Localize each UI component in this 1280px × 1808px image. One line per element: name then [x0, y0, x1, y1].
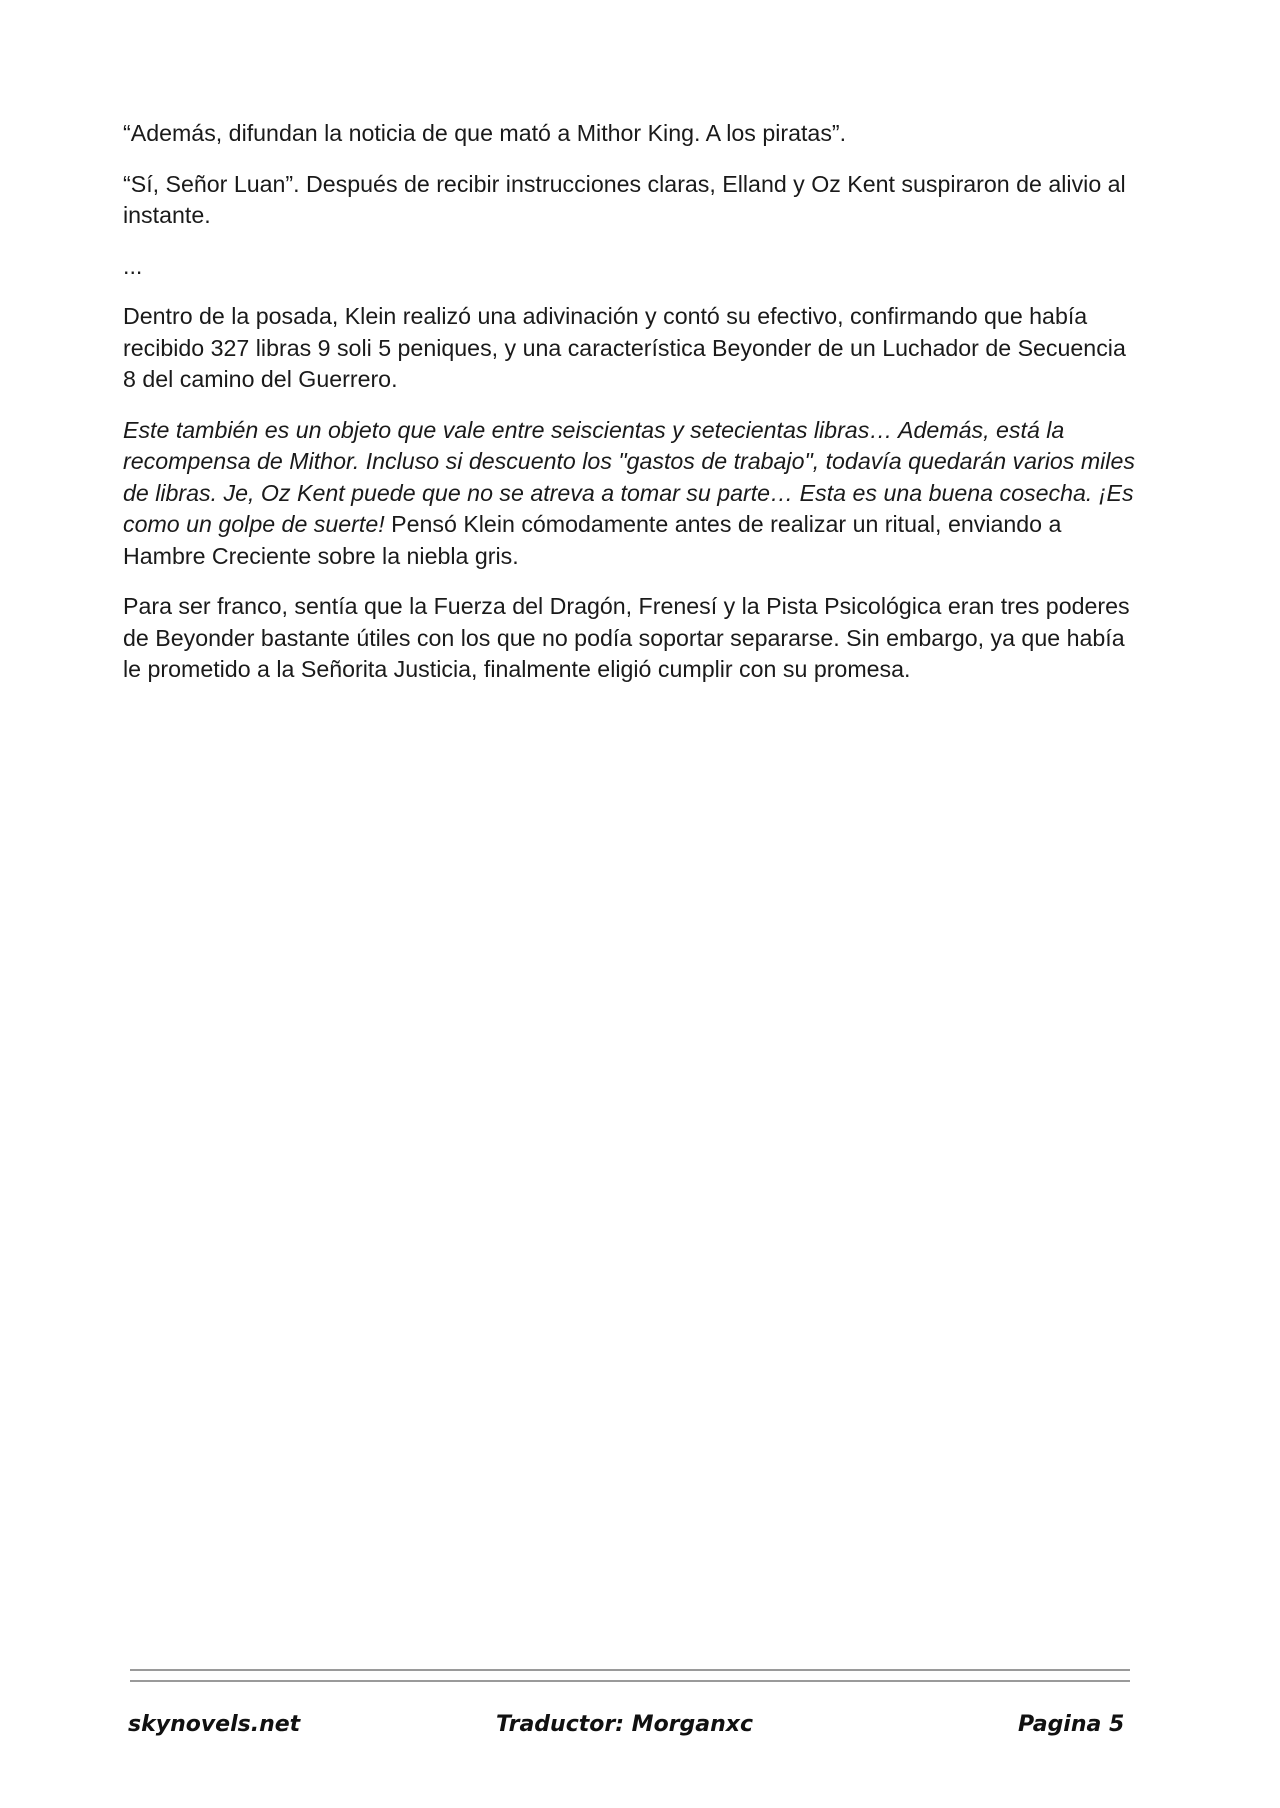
paragraph-1: “Además, difundan la noticia de que mató a Mithor King. A los piratas”. [123, 120, 847, 146]
paragraph-5-narration: Pensó Klein cómodamente antes de realizar un ritual, enviando a Hambre Creciente sobre la niebla gris. [123, 511, 1062, 569]
paragraph-5 [123, 415, 1138, 573]
document-body [123, 118, 1138, 705]
paragraph-5-thought: Este también es un objeto que vale entre seiscientas y setecientas libras… Además, está la recompensa de Mithor. Incluso si descuento los "gastos de trabajo", todavía quedarán varios miles de libras. Je, Oz Kent puede que no se atreva a tomar su parte… Esta es una buena cosecha. ¡Es como un golpe de suerte! [123, 416, 1135, 537]
footer-translator: Traductor: Morganxc [496, 1712, 754, 1737]
footer-divider-bottom [130, 1680, 1130, 1682]
paragraph-ellipsis: ... [123, 252, 143, 279]
paragraph-4: Dentro de la posada, Klein realizó una adivinación y contó su efectivo, confirmando que había recibido 327 libras 9 soli 5 peniques, y una característica Beyonder de un Luchador de Secuencia 8 del camino del Guerrero. [123, 303, 1126, 392]
footer-divider-top [130, 1669, 1130, 1671]
page-footer [128, 1712, 1128, 1748]
paragraph-2: “Sí, Señor Luan”. Después de recibir instrucciones claras, Elland y Oz Kent suspiraron de alivio al instante. [123, 170, 1126, 228]
footer-site: skynovels.net [128, 1712, 301, 1737]
paragraph-6: Para ser franco, sentía que la Fuerza del Dragón, Frenesí y la Pista Psicológica eran tres poderes de Beyonder bastante útiles con los que no podía soportar separarse. Sin embargo, ya que había le prometido a la Señorita Justicia, finalmente eligió cumplir con su promesa. [123, 593, 1130, 682]
footer-page-number: Pagina 5 [1018, 1712, 1125, 1737]
